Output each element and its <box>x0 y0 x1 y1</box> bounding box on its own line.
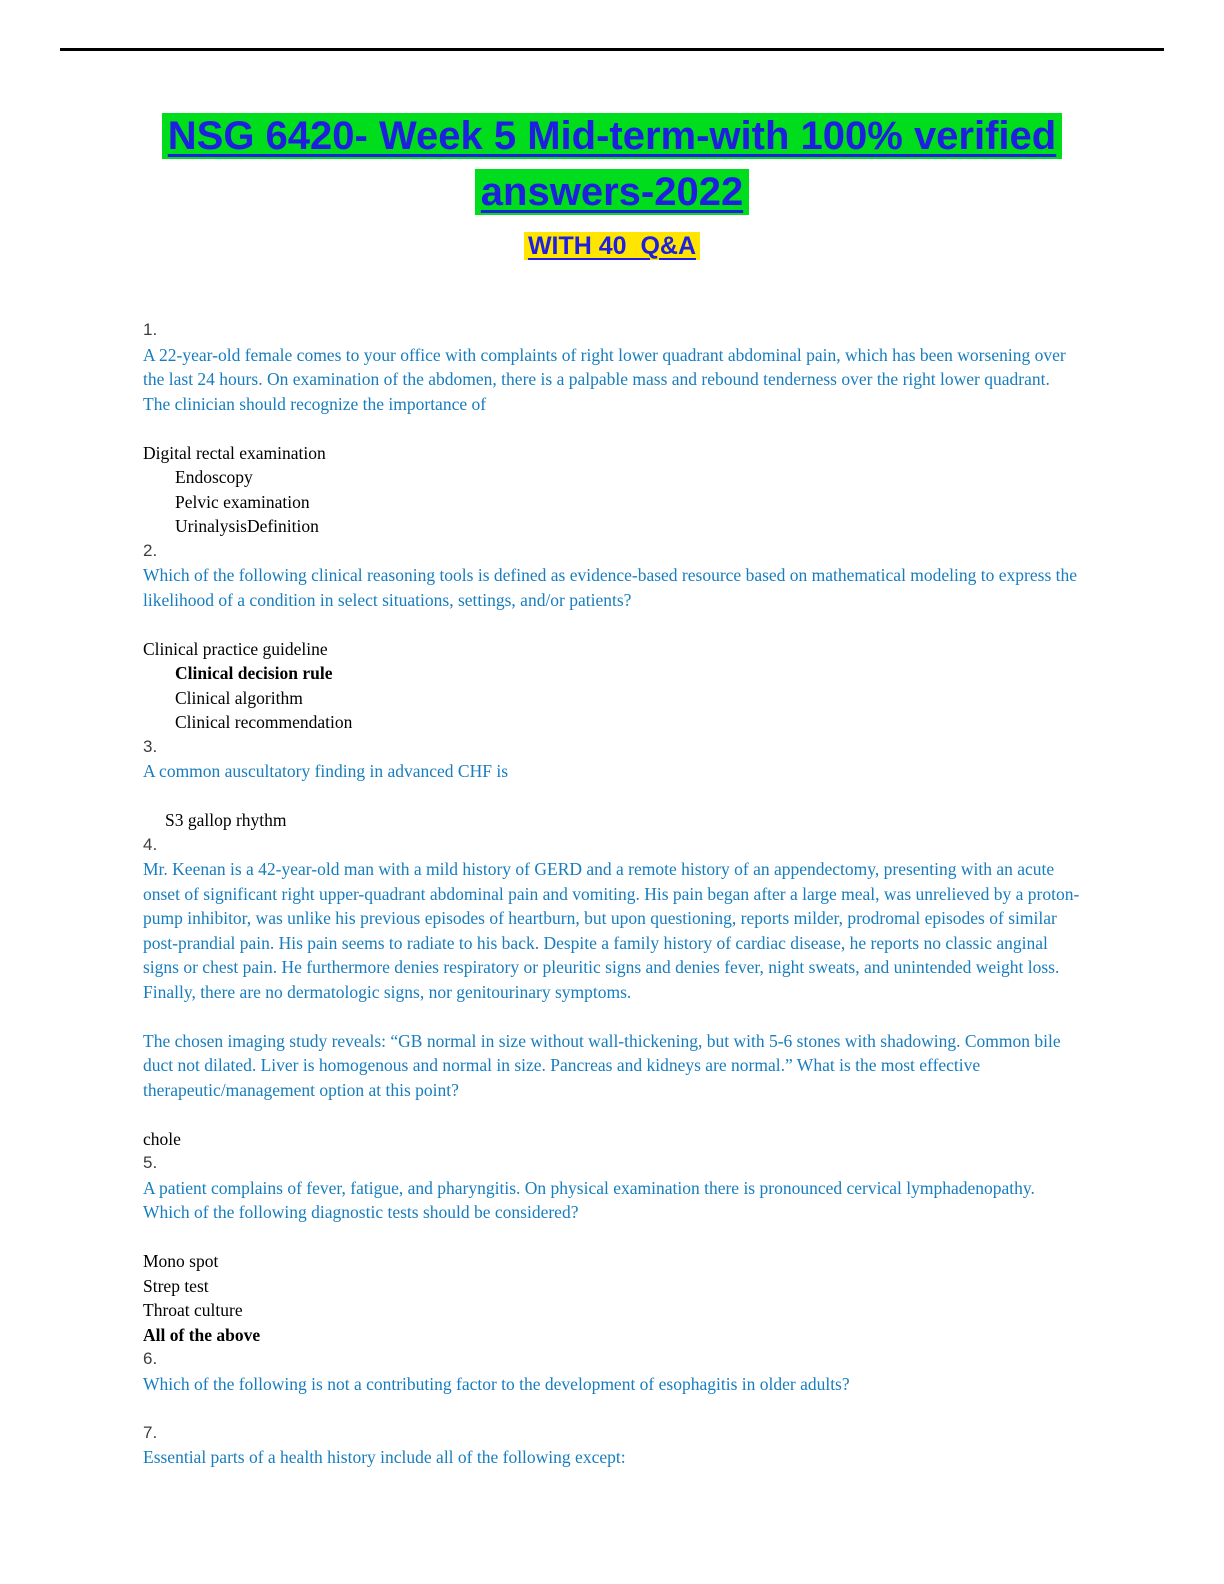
blank-line <box>143 1102 1081 1127</box>
question-text: A patient complains of fever, fatigue, and pharyngitis. On physical examination there is pronounced cervical lymphadenopathy. Which of the following diagnostic tests should be considered? <box>143 1177 1035 1222</box>
title-line-2: answers-2022 <box>475 169 749 215</box>
answer-option: Digital rectal examination <box>143 442 326 463</box>
answer-option: UrinalysisDefinition <box>175 516 319 536</box>
question-text: Which of the following clinical reasoning tools is defined as evidence-based resource based on mathematical modeling to express the likelihood of a condition in select situations, settings, and/or patients? <box>143 565 1078 610</box>
answer-option: Endoscopy <box>175 467 253 487</box>
question-7 <box>143 1421 1081 1470</box>
answer-option: Throat culture <box>143 1300 243 1320</box>
document-subtitle <box>143 230 1081 262</box>
answer-option: Clinical recommendation <box>175 712 353 732</box>
answer-option: Mono spot <box>143 1251 219 1271</box>
answer-option: S3 gallop rhythm <box>165 810 287 830</box>
answer-option: Strep test <box>143 1275 209 1296</box>
question-text: Which of the following is not a contributing factor to the development of esophagitis in older adults? <box>143 1373 850 1394</box>
question-number: 5. <box>143 1153 158 1172</box>
blank-line <box>143 1396 1081 1421</box>
question-4 <box>143 833 1081 1152</box>
question-text: A common auscultatory finding in advanced CHF is <box>143 761 509 781</box>
question-number: 7. <box>143 1422 158 1442</box>
question-6 <box>143 1347 1081 1396</box>
question-3 <box>143 735 1081 833</box>
question-number: 3. <box>143 736 158 756</box>
answer-option: Pelvic examination <box>175 491 310 512</box>
blank-line <box>143 1004 1081 1029</box>
question-number: 4. <box>143 834 158 854</box>
question-number: 2. <box>143 540 158 560</box>
answer-option-correct: Clinical decision rule <box>175 663 333 683</box>
question-text: Mr. Keenan is a 42-year-old man with a mild history of GERD and a remote history of an appendectomy, presenting with an acute onset of significant right upper-quadrant abdominal pain and vomiting. His pain began after a large meal, was unrelieved by a proton-pump inhibitor, was unlike his previous episodes of heartburn, but upon questioning, reports milder, prodromal episodes of similar post-prandial pain. His pain seems to radiate to his back. Despite a family history of cardiac disease, he reports no classic anginal signs or chest pain. He furthermore denies respiratory or pleuritic signs and denies fever, night sweats, and unintended weight loss. Finally, there are no dermatologic signs, nor genitourinary symptoms. <box>143 859 1080 1002</box>
title-line-1: NSG 6420- Week 5 Mid-term-with 100% verified <box>162 113 1062 159</box>
answer-option: chole <box>143 1128 181 1149</box>
question-number: 6. <box>143 1349 158 1368</box>
question-2 <box>143 539 1081 735</box>
question-5 <box>143 1151 1081 1347</box>
question-number: 1. <box>143 320 158 339</box>
blank-line <box>143 784 1081 809</box>
question-text: The chosen imaging study reveals: “GB normal in size without wall-thickening, but with 5-6 stones with shadowing. Common bile duct not dilated. Liver is homogenous and normal in size. Pancreas and kidneys are normal.” What is the most effective therapeutic/management option at this point? <box>143 1030 1061 1100</box>
answer-option-correct: All of the above <box>143 1324 261 1345</box>
question-1 <box>143 318 1081 539</box>
answer-option: Clinical practice guideline <box>143 638 328 659</box>
top-rule <box>60 48 1164 51</box>
subtitle-text: WITH 40 Q&A <box>524 232 700 260</box>
document-title <box>143 108 1081 220</box>
question-text: A 22-year-old female comes to your office with complaints of right lower quadrant abdominal pain, which has been worsening over the last 24 hours. On examination of the abdomen, there is a palpable mass and rebound tenderness over the right lower quadrant. The clinician should recognize the importance of <box>143 344 1066 414</box>
title-block <box>143 108 1081 262</box>
blank-line <box>143 1225 1081 1250</box>
question-text: Essential parts of a health history include all of the following except: <box>143 1447 626 1467</box>
blank-line <box>143 416 1081 441</box>
answer-option: Clinical algorithm <box>175 687 303 708</box>
blank-line <box>143 612 1081 637</box>
